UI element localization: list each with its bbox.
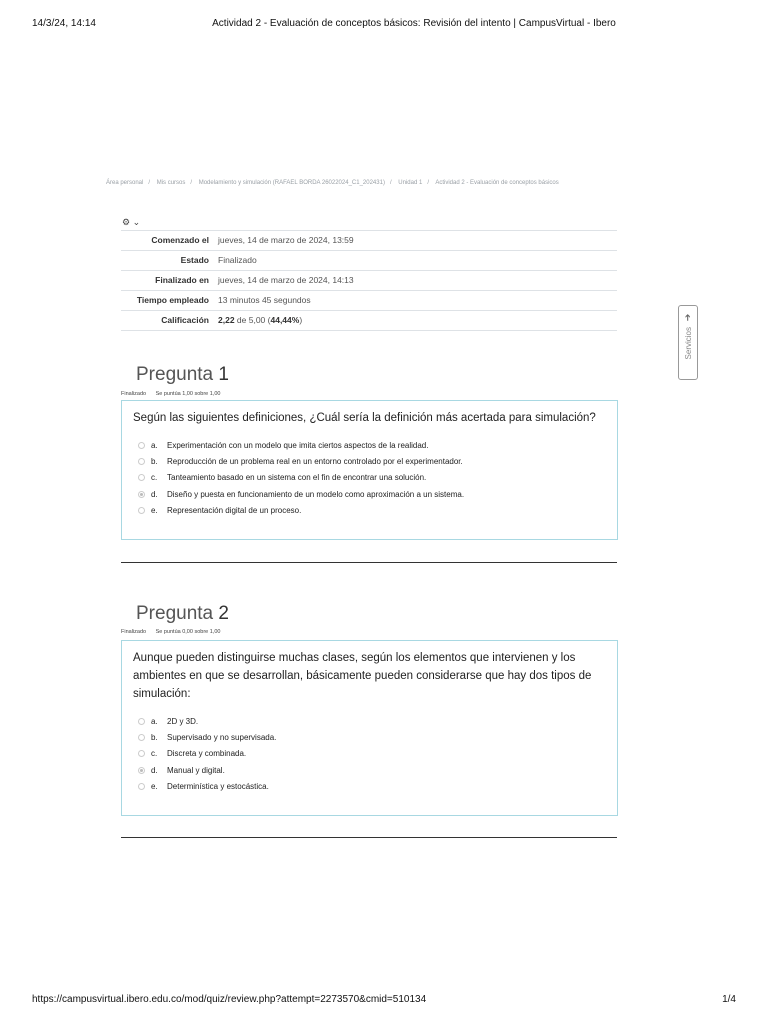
option-letter: e. [151,781,158,791]
option-text: Discreta y combinada. [167,749,247,759]
question-1-title [136,364,229,386]
option-letter: e. [151,505,158,515]
settings-menu-button[interactable] [122,217,140,228]
question-1-options [138,437,617,518]
question-1-number: 1 [218,364,229,385]
breadcrumb-item-unit[interactable]: Unidad 1 [398,180,423,186]
summary-value-started: jueves, 14 de marzo de 2024, 13:59 [218,235,354,245]
question-1-option-e[interactable] [138,502,617,518]
question-2-heading: Pregunta [136,603,214,624]
servicios-label: Servicios [683,327,693,360]
radio-button[interactable] [138,783,145,790]
option-text: Supervisado y no supervisada. [167,732,277,742]
option-text: 2D y 3D. [167,716,199,726]
summary-label-time: Tiempo empleado [136,295,209,305]
arrow-right-icon: ➔ [682,313,693,322]
grade-of: de 5,00 ( [236,315,271,325]
grade-close: ) [299,315,303,325]
question-divider [121,562,617,563]
option-text: Diseño y puesta en funcionamiento de un modelo como aproximación a un sistema. [167,489,465,499]
breadcrumb-item-mis-cursos[interactable]: Mis cursos [156,180,186,186]
summary-value-finished: jueves, 14 de marzo de 2024, 14:13 [218,275,354,285]
option-letter: d. [151,765,158,775]
question-1-text: Según las siguientes definiciones, ¿Cuál sería la definición más acertada para simulación? [133,412,596,424]
question-2-option-b[interactable] [138,729,617,745]
servicios-side-tab[interactable] [678,305,698,380]
summary-row-finished [121,271,617,291]
option-text: Manual y digital. [167,765,225,775]
option-text: Tanteamiento basado en un sistema con el fin de encontrar una solución. [167,473,427,483]
question-2-option-c[interactable] [138,746,617,762]
summary-value-state: Finalizado [218,255,257,265]
summary-row-started [121,231,617,251]
radio-button[interactable] [138,750,145,757]
radio-button-selected[interactable] [138,491,145,498]
radio-button[interactable] [138,474,145,481]
grade-percent: 44,44% [270,315,300,325]
breadcrumb-item-activity[interactable]: Actividad 2 - Evaluación de conceptos básicos [435,180,559,186]
option-letter: a. [151,440,158,450]
summary-label-finished: Finalizado en [155,275,209,285]
question-2-points: Se puntúa 0,00 sobre 1,00 [155,629,221,635]
question-2-box [121,640,618,816]
option-letter: c. [151,749,158,759]
radio-button[interactable] [138,458,145,465]
option-letter: c. [151,473,158,483]
summary-value-grade [215,311,617,331]
chevron-down-icon: ⌄ [132,217,141,227]
option-text: Determinística y estocástica. [167,781,269,791]
option-letter: d. [151,489,158,499]
breadcrumb-item-course[interactable]: Modelamiento y simulación (RAFAEL BORDA 26022024_C1_202431) [198,180,385,186]
question-1-option-c[interactable] [138,470,617,486]
question-1-box [121,400,618,540]
print-url: https://campusvirtual.ibero.edu.co/mod/quiz/review.php?attempt=2273570&cmid=510134 [32,994,427,1005]
summary-label-state: Estado [180,255,209,265]
print-page-title: Actividad 2 - Evaluación de conceptos básicos: Revisión del intento | CampusVirtual - Ibero [212,18,616,29]
option-letter: a. [151,716,158,726]
summary-row-grade [121,311,617,331]
question-2-options [138,713,617,794]
question-1-option-b[interactable] [138,453,617,469]
option-letter: b. [151,456,158,466]
option-text: Representación digital de un proceso. [167,505,302,515]
grade-score: 2,22 [218,315,235,325]
question-1-points: Se puntúa 1,00 sobre 1,00 [155,391,221,397]
question-1-meta [121,391,220,397]
option-text: Reproducción de un problema real en un entorno controlado por el experimentador. [167,456,463,466]
question-1-option-a[interactable] [138,437,617,453]
question-2-option-a[interactable] [138,713,617,729]
question-divider [121,837,617,838]
breadcrumb: Área personal / Mis cursos / Modelamiento y simulación (RAFAEL BORDA 26022024_C1_202431) / Unidad 1 / Actividad 2 - Evaluación de conceptos básicos [106,180,559,186]
question-2-meta [121,629,220,635]
attempt-summary-table [121,230,617,331]
summary-value-time: 13 minutos 45 segundos [218,295,311,305]
question-2-number: 2 [218,603,229,624]
print-page-number: 1/4 [722,994,736,1005]
radio-button[interactable] [138,507,145,514]
question-2-text: Aunque pueden distinguirse muchas clases, según los elementos que intervienen y los ambientes en que se desarrollan, básicamente pueden considerarse que hay dos tipos de simulación: [133,652,592,700]
radio-button[interactable] [138,442,145,449]
radio-button-selected[interactable] [138,767,145,774]
option-letter: b. [151,732,158,742]
summary-label-started: Comenzado el [151,235,209,245]
question-2-title [136,603,229,625]
summary-row-state [121,251,617,271]
question-1-heading: Pregunta [136,364,214,385]
question-2-option-e[interactable] [138,778,617,794]
breadcrumb-item-area-personal[interactable]: Área personal [106,180,144,186]
gear-icon: ⚙ [122,217,131,227]
radio-button[interactable] [138,734,145,741]
radio-button[interactable] [138,718,145,725]
print-date: 14/3/24, 14:14 [32,18,96,29]
question-1-option-d[interactable] [138,486,617,502]
question-1-state: Finalizado [121,391,147,397]
question-2-option-d[interactable] [138,762,617,778]
question-2-state: Finalizado [121,629,147,635]
summary-row-time [121,291,617,311]
option-text: Experimentación con un modelo que imita ciertos aspectos de la realidad. [167,440,429,450]
summary-label-grade: Calificación [161,315,209,325]
